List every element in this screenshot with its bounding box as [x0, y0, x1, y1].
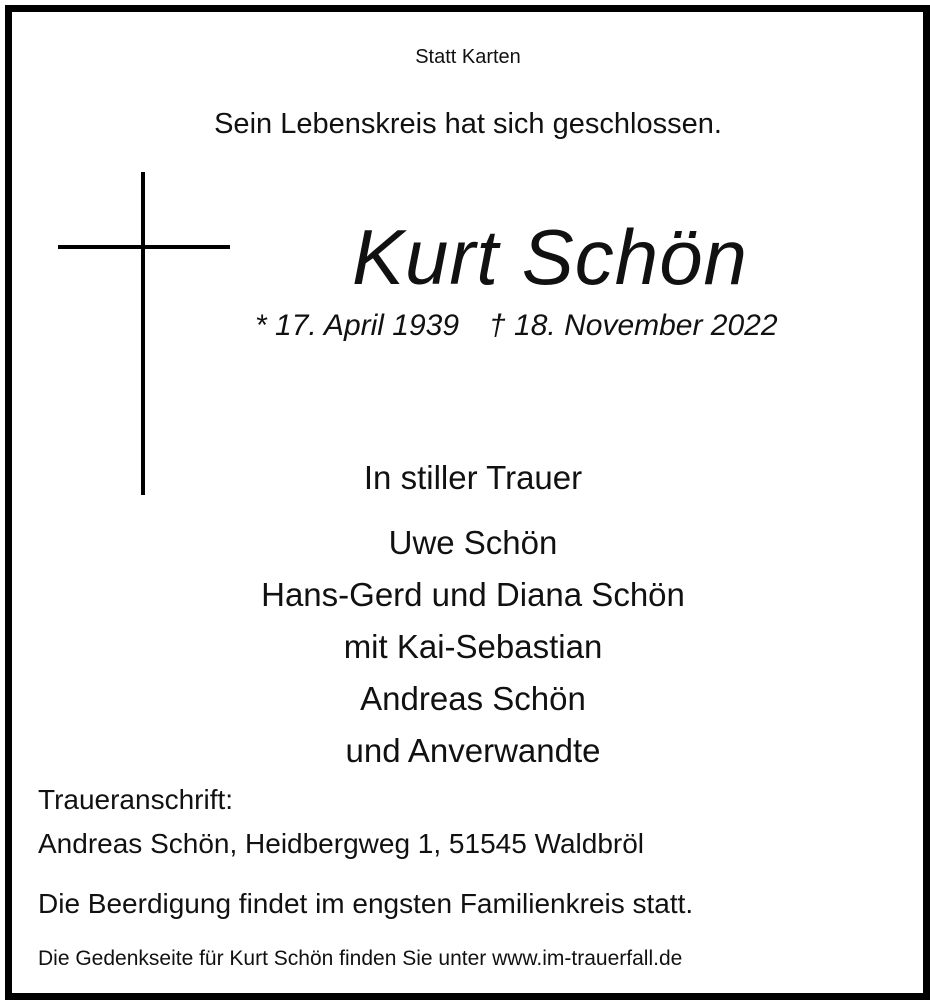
- mourner-line: Uwe Schön: [388, 524, 558, 561]
- mourner-line: Andreas Schön: [360, 680, 586, 717]
- address-label: Traueranschrift:: [38, 784, 234, 815]
- cross-horizontal-bar: [58, 245, 230, 249]
- mourning-intro: In stiller Trauer: [363, 459, 583, 496]
- memorial-page-note: Die Gedenkseite für Kurt Schön finden Sie unter www.im-trauerfall.de: [38, 947, 683, 970]
- mourner-line: Hans-Gerd und Diana Schön: [261, 576, 685, 613]
- motto: Sein Lebenskreis hat sich geschlossen.: [214, 108, 722, 140]
- header-note: Statt Karten: [415, 46, 521, 68]
- cross-vertical-bar: [141, 172, 145, 495]
- mourner-line: mit Kai-Sebastian: [343, 628, 603, 665]
- mourner-line: und Anverwandte: [345, 732, 601, 769]
- funeral-note: Die Beerdigung findet im engsten Familienkreis statt.: [38, 888, 694, 919]
- deceased-name: Kurt Schön: [352, 213, 748, 301]
- obituary-notice: [5, 5, 930, 1000]
- birth-date: * 17. April 1939: [255, 309, 460, 342]
- life-dates: [255, 309, 778, 343]
- death-date: † 18. November 2022: [489, 309, 778, 342]
- mourning-address: Andreas Schön, Heidbergweg 1, 51545 Waldbröl: [38, 828, 645, 859]
- mourners-list: [12, 517, 924, 777]
